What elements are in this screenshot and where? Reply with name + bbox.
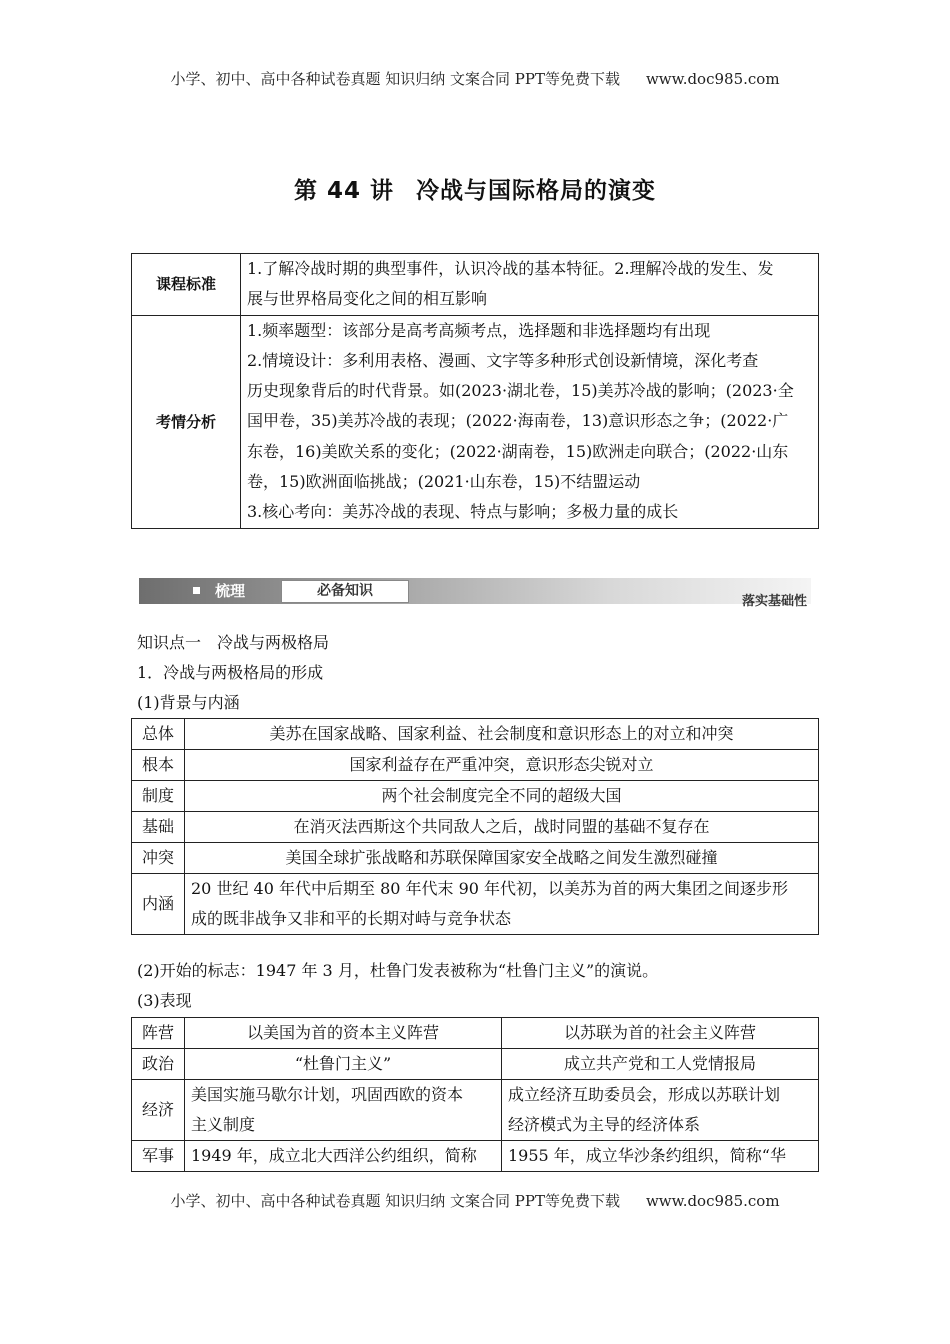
cell-capitalist: 以美国为首的资本主义阵营 (185, 1018, 502, 1049)
page-header (0, 68, 950, 89)
cell-socialist: 以苏联为首的社会主义阵营 (502, 1018, 819, 1049)
course-info-table (131, 253, 819, 529)
row-key: 制度 (132, 781, 185, 812)
course-standard-label: 课程标准 (132, 254, 241, 316)
row-key: 内涵 (132, 874, 185, 935)
table-row (132, 781, 819, 812)
row-key: 冲突 (132, 843, 185, 874)
text-line: 1.了解冷战时期的典型事件，认识冷战的基本特征。2.理解冷战的发生、发 (247, 259, 774, 278)
table-row (132, 254, 819, 316)
background-table (131, 718, 819, 935)
cell-capitalist: 1949 年，成立北大西洋公约组织，简称 (185, 1141, 502, 1172)
section-banner (139, 578, 811, 609)
banner-box-label: 必备知识 (281, 580, 409, 603)
text-line: 20 世纪 40 年代中后期至 80 年代末 90 年代初，以美苏为首的两大集团之间逐步形 (191, 879, 789, 898)
exam-analysis-label: 考情分析 (132, 315, 241, 528)
table-row (132, 750, 819, 781)
text-line: 东卷，16)美欧关系的变化；(2022·湖南卷，15)欧洲走向联合；(2022·山东 (247, 441, 789, 461)
banner-right-label: 落实基础性 (741, 594, 807, 609)
manifestation-table (131, 1017, 819, 1172)
text-line: 展与世界格局变化之间的相互影响 (247, 289, 488, 309)
footer-text: 小学、初中、高中各种试卷真题 知识归纳 文案合同 PPT等免费下载 (170, 1192, 620, 1210)
subheading-1-3: (3)表现 (137, 991, 192, 1010)
text-line: 成立经济互助委员会，形成以苏联计划 (508, 1085, 781, 1104)
row-key: 总体 (132, 719, 185, 750)
subheading-1-2: (2)开始的标志：1947 年 3 月，杜鲁门发表被称为“杜鲁门主义”的演说。 (137, 961, 659, 980)
row-value: 国家利益存在严重冲突，意识形态尖锐对立 (185, 750, 819, 781)
row-key: 根本 (132, 750, 185, 781)
table-row (132, 315, 819, 528)
table-row (132, 1141, 819, 1172)
table-row (132, 1080, 819, 1141)
text-line: 国甲卷，35)美苏冷战的表现；(2022·海南卷，13)意识形态之争；(2022·广 (247, 411, 789, 431)
cell-socialist (502, 1080, 819, 1141)
table-row (132, 719, 819, 750)
header-site[interactable]: www.doc985.com (645, 70, 780, 88)
subheading-1: 1．冷战与两极格局的形成 (137, 663, 324, 682)
cell-socialist: 1955 年，成立华沙条约组织，简称“华 (502, 1141, 819, 1172)
square-bullet-icon (193, 587, 200, 594)
table-row (132, 874, 819, 935)
row-value: 在消灭法西斯这个共同敌人之后，战时同盟的基础不复存在 (185, 812, 819, 843)
row-key: 阵营 (132, 1018, 185, 1049)
table-row (132, 1049, 819, 1080)
title-prefix: 第 44 讲 (293, 178, 395, 204)
table-row (132, 1018, 819, 1049)
text-line: 历史现象背后的时代背景。如(2023·湖北卷，15)美苏冷战的影响；(2023·全 (247, 381, 794, 401)
row-key: 基础 (132, 812, 185, 843)
page-title (0, 172, 950, 205)
banner-left-label: 梳理 (215, 582, 246, 600)
row-value (185, 874, 819, 935)
row-value: 美苏在国家战略、国家利益、社会制度和意识形态上的对立和冲突 (185, 719, 819, 750)
text-line: 成的既非战争又非和平的长期对峙与竞争状态 (191, 909, 512, 928)
section-title: 知识点一 冷战与两极格局 (137, 633, 330, 652)
table-row (132, 812, 819, 843)
cell-capitalist: “杜鲁门主义” (185, 1049, 502, 1080)
row-value: 美国全球扩张战略和苏联保障国家安全战略之间发生激烈碰撞 (185, 843, 819, 874)
row-key: 政治 (132, 1049, 185, 1080)
text-line: 经济模式为主导的经济体系 (508, 1115, 701, 1134)
text-line: 主义制度 (191, 1115, 256, 1134)
cell-socialist: 成立共产党和工人党情报局 (502, 1049, 819, 1080)
text-line: 1.频率题型：该部分是高考高频考点，选择题和非选择题均有出现 (247, 320, 711, 340)
exam-analysis-text (241, 315, 819, 528)
row-key: 经济 (132, 1080, 185, 1141)
course-standard-text (241, 254, 819, 316)
page-footer (0, 1190, 950, 1211)
text-line: 2.情境设计：多利用表格、漫画、文字等多种形式创设新情境，深化考查 (247, 350, 759, 370)
footer-site[interactable]: www.doc985.com (645, 1192, 780, 1210)
cell-capitalist (185, 1080, 502, 1141)
text-line: 3.核心考向：美苏冷战的表现、特点与影响；多极力量的成长 (247, 502, 679, 522)
row-key: 军事 (132, 1141, 185, 1172)
subheading-1-1: (1)背景与内涵 (137, 693, 240, 712)
title-main: 冷战与国际格局的演变 (416, 178, 657, 204)
text-line: 美国实施马歇尔计划，巩固西欧的资本 (191, 1085, 464, 1104)
row-value: 两个社会制度完全不同的超级大国 (185, 781, 819, 812)
text-line: 卷，15)欧洲面临挑战；(2021·山东卷，15)不结盟运动 (247, 472, 641, 492)
table-row (132, 843, 819, 874)
header-text: 小学、初中、高中各种试卷真题 知识归纳 文案合同 PPT等免费下载 (170, 70, 620, 88)
